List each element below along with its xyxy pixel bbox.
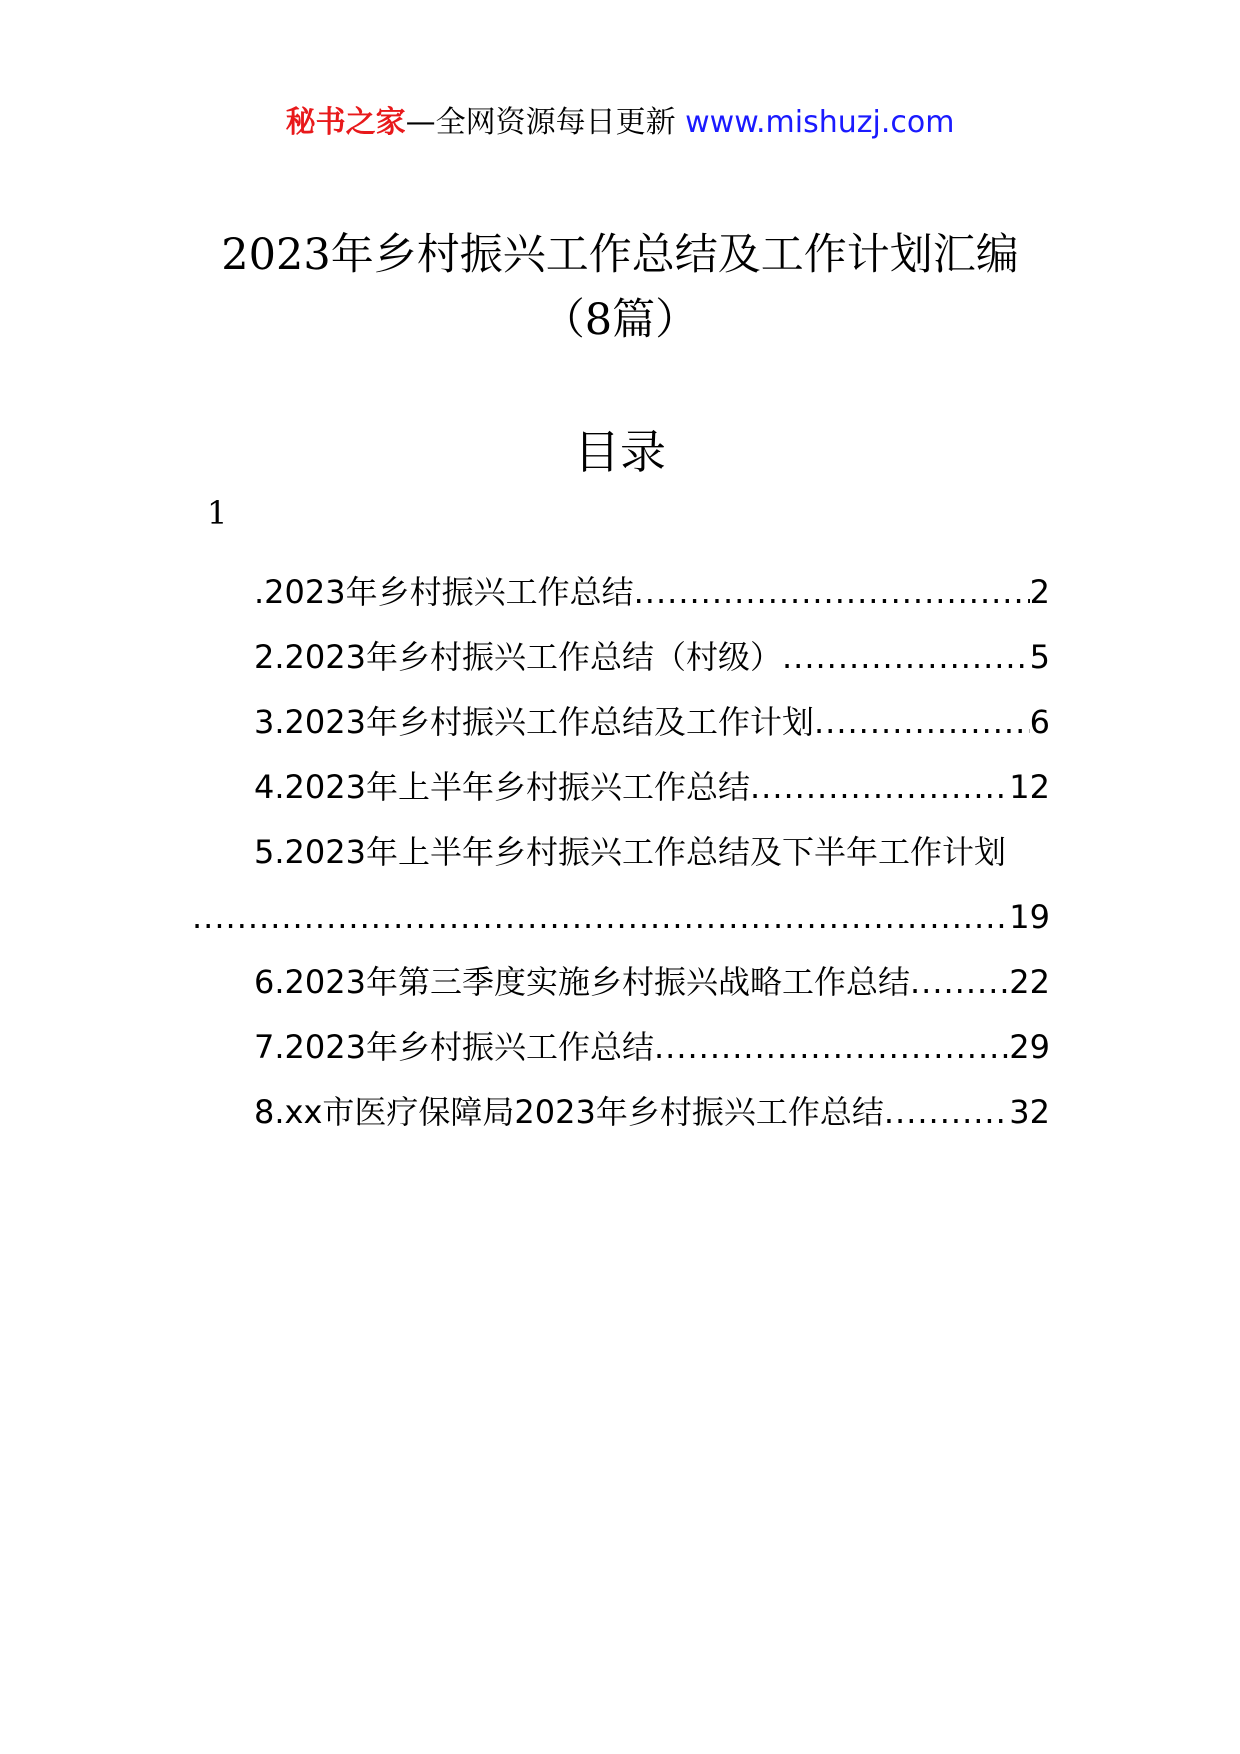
toc-entry-page: 32 (1009, 1093, 1050, 1131)
site-banner (0, 103, 1240, 143)
toc-entry-page: 19 (1009, 898, 1050, 936)
toc-dot-leader (814, 690, 1030, 755)
site-tagline: —全网资源每日更新 (405, 105, 676, 140)
toc-entry[interactable] (192, 1080, 1050, 1145)
toc-dot-leader (192, 885, 1009, 950)
toc-entry[interactable] (192, 1015, 1050, 1080)
site-url-link[interactable]: www.mishuzj.com (685, 105, 955, 140)
toc-entry-page: 29 (1009, 1028, 1050, 1066)
toc-stray-number: 1 (207, 494, 228, 532)
toc-entry-title: 3.2023年乡村振兴工作总结及工作计划 (254, 703, 814, 741)
toc-entry[interactable] (192, 755, 1050, 820)
toc-entry-title: 2.2023年乡村振兴工作总结（村级） (254, 638, 782, 676)
toc-dot-leader (884, 1080, 1009, 1145)
toc-entry-page: 22 (1009, 963, 1050, 1001)
toc-entry-page: 5 (1029, 638, 1050, 676)
toc-dot-leader (750, 755, 1009, 820)
toc-entry-title: 8.xx市医疗保障局2023年乡村振兴工作总结 (254, 1093, 884, 1131)
toc-entry-title: 6.2023年第三季度实施乡村振兴战略工作总结 (254, 963, 910, 1001)
toc-entry-page: 12 (1009, 768, 1050, 806)
toc-dot-leader (782, 625, 1030, 690)
toc-entry[interactable] (192, 690, 1050, 755)
toc-dot-leader (910, 950, 1009, 1015)
toc-entry-title: .2023年乡村振兴工作总结 (254, 573, 634, 611)
toc-entry-page: 2 (1029, 573, 1050, 611)
toc-entry[interactable] (192, 560, 1050, 625)
toc-heading: 目录 (574, 425, 666, 479)
toc-dot-leader (654, 1015, 1009, 1080)
site-brand: 秘书之家 (285, 105, 406, 140)
toc-entry-page: 6 (1029, 703, 1050, 741)
toc-entry-title: 5.2023年上半年乡村振兴工作总结及下半年工作计划 (254, 833, 1006, 871)
document-subtitle: （8篇） (541, 295, 699, 345)
toc-entry[interactable] (192, 820, 1050, 950)
document-title: 2023年乡村振兴工作总结及工作计划汇编 (221, 230, 1019, 280)
toc-entry-title: 7.2023年乡村振兴工作总结 (254, 1028, 654, 1066)
toc-entry-title: 4.2023年上半年乡村振兴工作总结 (254, 768, 750, 806)
toc-dot-leader (634, 560, 1030, 625)
table-of-contents (192, 560, 1050, 1145)
toc-entry[interactable] (192, 625, 1050, 690)
toc-entry[interactable] (192, 950, 1050, 1015)
